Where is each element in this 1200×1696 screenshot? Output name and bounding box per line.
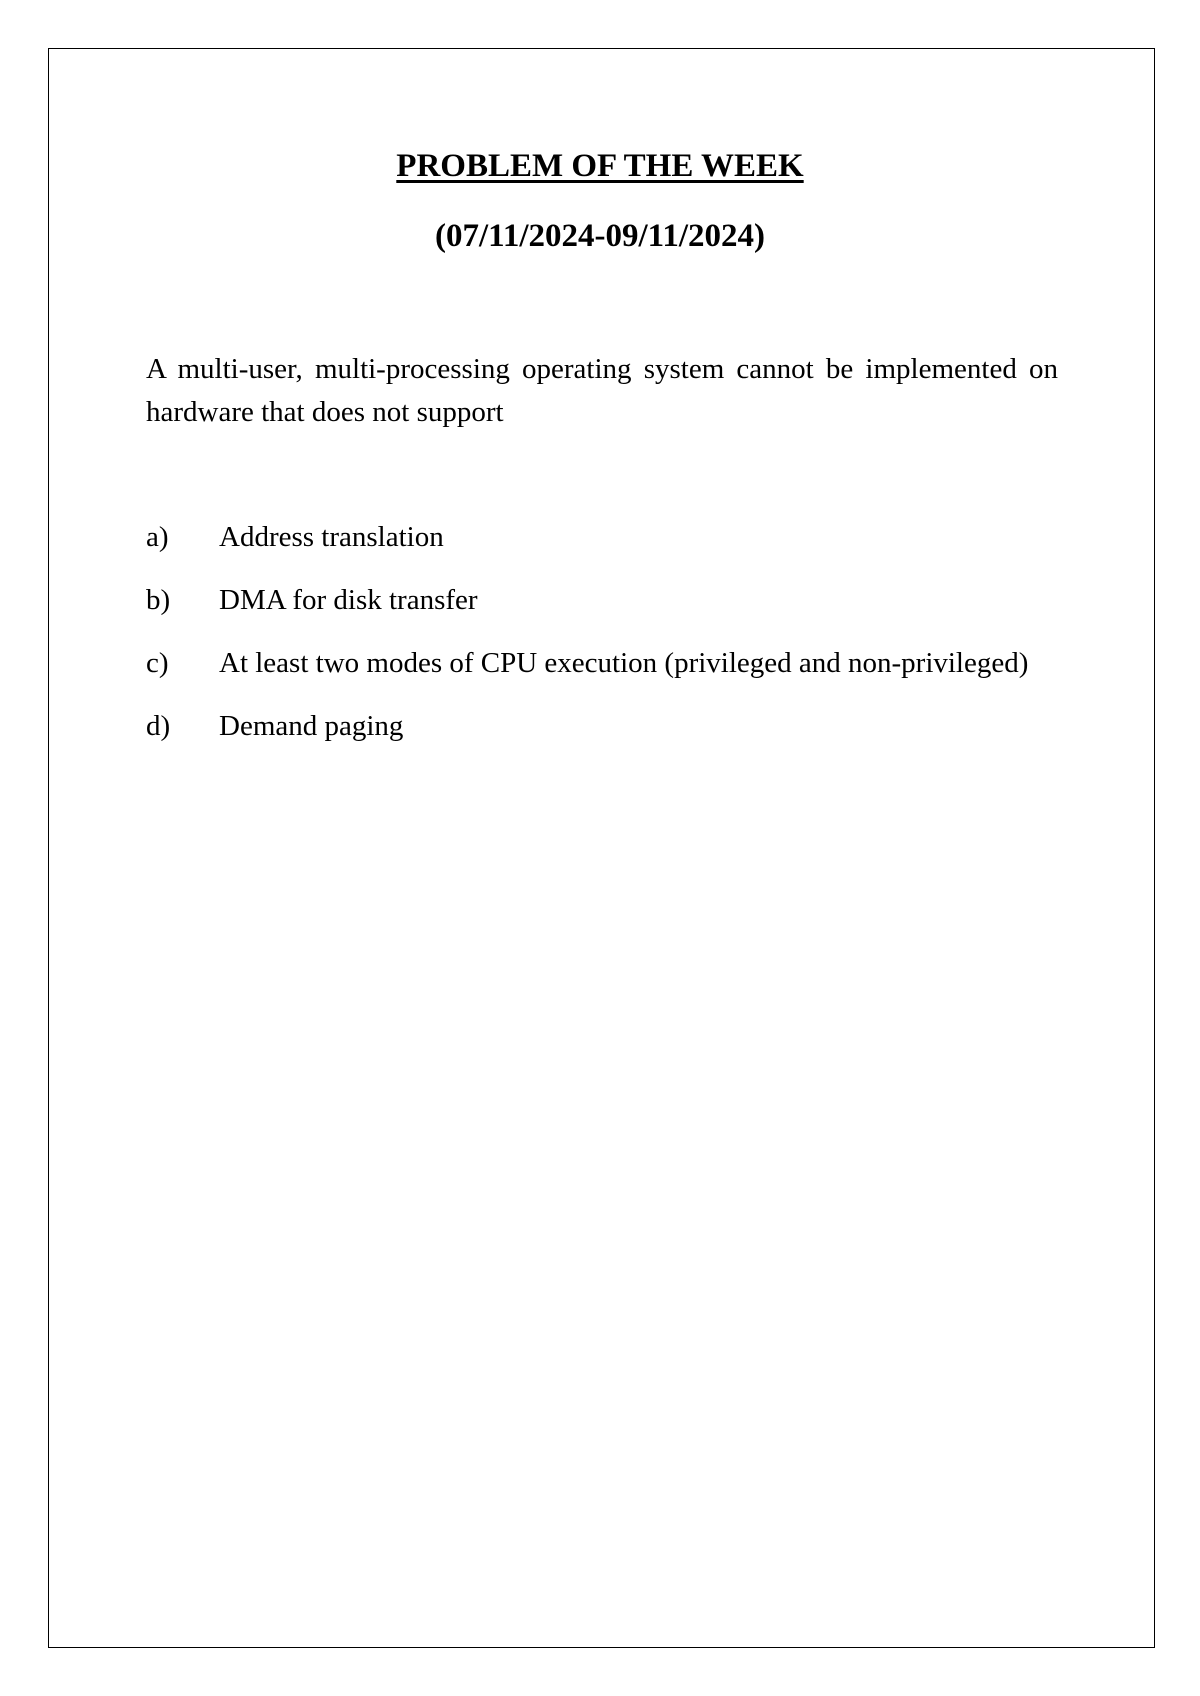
page-title: PROBLEM OF THE WEEK [396,148,804,184]
question-text: A multi-user, multi-processing operating system cannot be implemented on hardware that does not support [146,353,1058,428]
option-a [146,516,1058,559]
option-label: d) [146,710,171,742]
option-d [146,705,1058,748]
option-text: Demand paging [219,710,404,742]
option-text: At least two modes of CPU execution (privileged and non-privileged) [219,647,1029,679]
option-label: a) [146,521,169,553]
option-text: Address translation [219,521,444,553]
option-label: b) [146,584,171,616]
page-border [48,48,1155,1648]
options-list [146,516,1058,768]
option-b [146,579,1058,622]
option-c [146,642,1058,685]
option-label: c) [146,647,169,679]
option-text: DMA for disk transfer [219,584,478,616]
date-range: (07/11/2024-09/11/2024) [435,218,765,254]
